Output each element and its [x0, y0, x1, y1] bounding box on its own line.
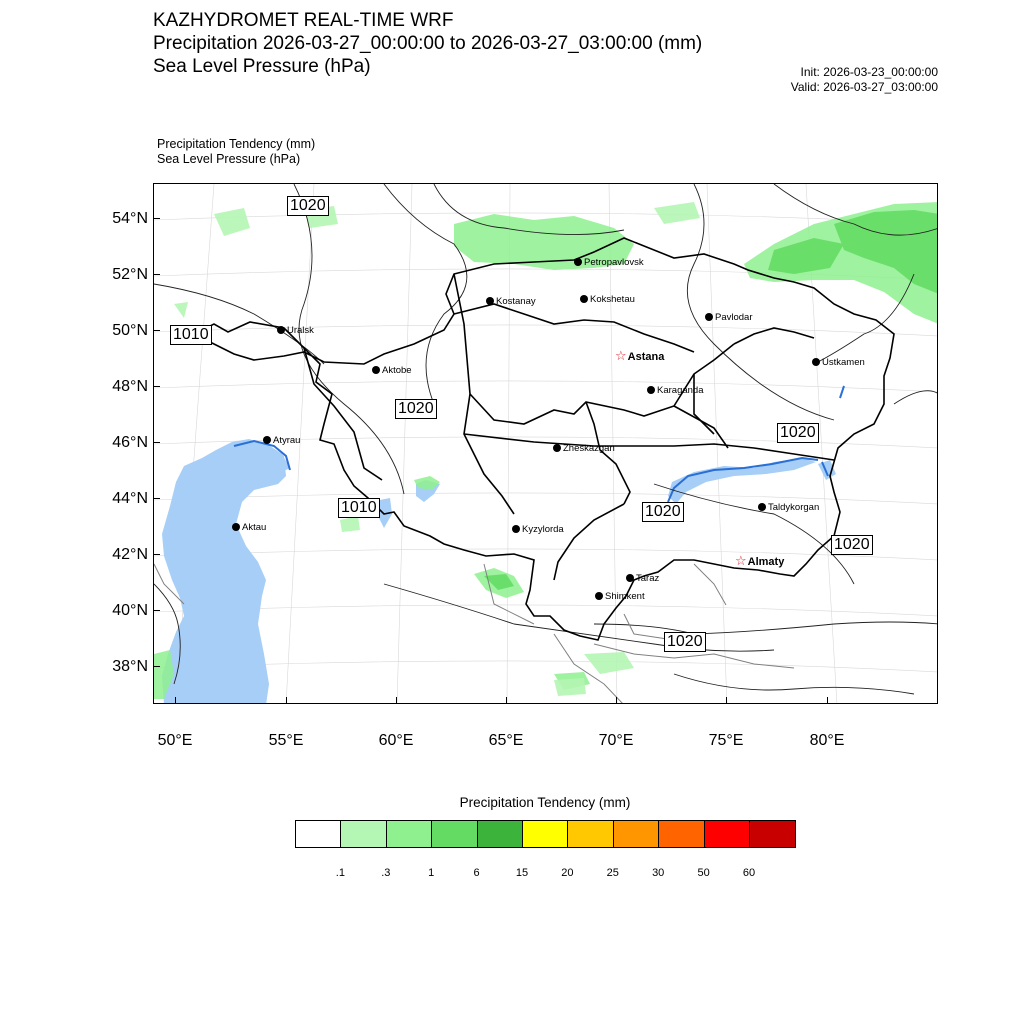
latitude-tick	[153, 666, 160, 667]
colorbar-label: 6	[473, 867, 480, 879]
longitude-label: 50°E	[157, 732, 193, 749]
longitude-tick	[616, 697, 617, 704]
city-label: Uralsk	[287, 325, 314, 336]
city-label: Shimkent	[605, 591, 645, 602]
colorbar-box	[478, 821, 523, 847]
latitude-label: 48°N	[112, 378, 148, 395]
contour-label-layer	[154, 184, 938, 704]
title-line-3: Sea Level Pressure (hPa)	[153, 56, 371, 77]
contour-label: 1020	[664, 632, 706, 652]
colorbar-box	[659, 821, 704, 847]
title-line-1: KAZHYDROMET REAL-TIME WRF	[153, 10, 454, 31]
map-panel	[153, 183, 938, 704]
colorbar-label: 30	[652, 867, 665, 879]
longitude-label: 80°E	[809, 732, 845, 749]
longitude-label: 75°E	[708, 732, 744, 749]
city-label: Almaty	[747, 556, 785, 568]
city-label: Kokshetau	[590, 294, 635, 305]
contour-label: 1010	[170, 325, 212, 345]
colorbar-box	[614, 821, 659, 847]
latitude-tick	[153, 274, 160, 275]
colorbar-box	[523, 821, 568, 847]
colorbar-box	[568, 821, 613, 847]
city-label: Kyzylorda	[522, 524, 564, 535]
colorbar	[295, 820, 796, 848]
latitude-label: 40°N	[112, 602, 148, 619]
longitude-label: 65°E	[488, 732, 524, 749]
contour-label: 1010	[338, 498, 380, 518]
longitude-tick	[726, 697, 727, 704]
latitude-label: 46°N	[112, 434, 148, 451]
city-label: Petropavlovsk	[584, 257, 644, 268]
latitude-tick	[153, 330, 160, 331]
subtitle-slp: Sea Level Pressure (hPa)	[157, 152, 301, 166]
city-label: Aktau	[242, 522, 267, 533]
latitude-label: 44°N	[112, 490, 148, 507]
capital-star-icon: ☆	[735, 553, 747, 568]
latitude-tick	[153, 554, 160, 555]
title-line-2: Precipitation 2026-03-27_00:00:00 to 2026-03-27_03:00:00 (mm)	[153, 33, 703, 54]
longitude-label: 60°E	[378, 732, 414, 749]
latitude-label: 54°N	[112, 210, 148, 227]
colorbar-box	[750, 821, 795, 847]
latitude-label: 42°N	[112, 546, 148, 563]
latitude-tick	[153, 498, 160, 499]
colorbar-box	[432, 821, 477, 847]
latitude-label: 38°N	[112, 658, 148, 675]
colorbar-label: 15	[515, 867, 529, 879]
city-label: Taraz	[636, 573, 660, 584]
latitude-label: 52°N	[112, 266, 148, 283]
valid-time: Valid: 2026-03-27_03:00:00	[790, 80, 938, 94]
contour-label: 1020	[287, 196, 329, 216]
latitude-tick	[153, 218, 160, 219]
longitude-tick	[827, 697, 828, 704]
city-label: Taldykorgan	[768, 502, 820, 513]
colorbar-box	[296, 821, 341, 847]
city-label: Pavlodar	[715, 312, 753, 323]
colorbar-label: .3	[381, 867, 391, 879]
subtitle-precip: Precipitation Tendency (mm)	[157, 137, 316, 151]
contour-label: 1020	[642, 502, 684, 522]
capital-star-icon: ☆	[615, 348, 627, 363]
city-label: Ustkamen	[822, 357, 865, 368]
colorbar-label: 20	[561, 867, 574, 879]
colorbar-label: .1	[335, 867, 345, 879]
longitude-tick	[175, 697, 176, 704]
colorbar-box	[705, 821, 750, 847]
longitude-label: 70°E	[598, 732, 634, 749]
colorbar-label: 25	[606, 867, 619, 879]
latitude-tick	[153, 386, 160, 387]
city-label: Zheskazgan	[563, 443, 615, 454]
latitude-tick	[153, 442, 160, 443]
colorbar-label: 60	[742, 867, 756, 879]
colorbar-box	[387, 821, 432, 847]
city-label: Astana	[627, 351, 665, 363]
longitude-tick	[286, 697, 287, 704]
colorbar-label: 1	[428, 867, 435, 879]
city-label: Aktobe	[382, 365, 412, 376]
city-label: Karaganda	[657, 385, 704, 396]
longitude-tick	[396, 697, 397, 704]
latitude-tick	[153, 610, 160, 611]
colorbar-label: 50	[697, 867, 710, 879]
city-label: Kostanay	[496, 296, 536, 307]
contour-label: 1020	[395, 399, 437, 419]
latitude-label: 50°N	[112, 322, 148, 339]
contour-label: 1020	[831, 535, 873, 555]
colorbar-title: Precipitation Tendency (mm)	[459, 795, 631, 810]
longitude-label: 55°E	[268, 732, 304, 749]
contour-label: 1020	[777, 423, 819, 443]
longitude-tick	[506, 697, 507, 704]
colorbar-box	[341, 821, 386, 847]
init-time: Init: 2026-03-23_00:00:00	[800, 65, 938, 79]
city-label: Atyrau	[273, 435, 301, 446]
